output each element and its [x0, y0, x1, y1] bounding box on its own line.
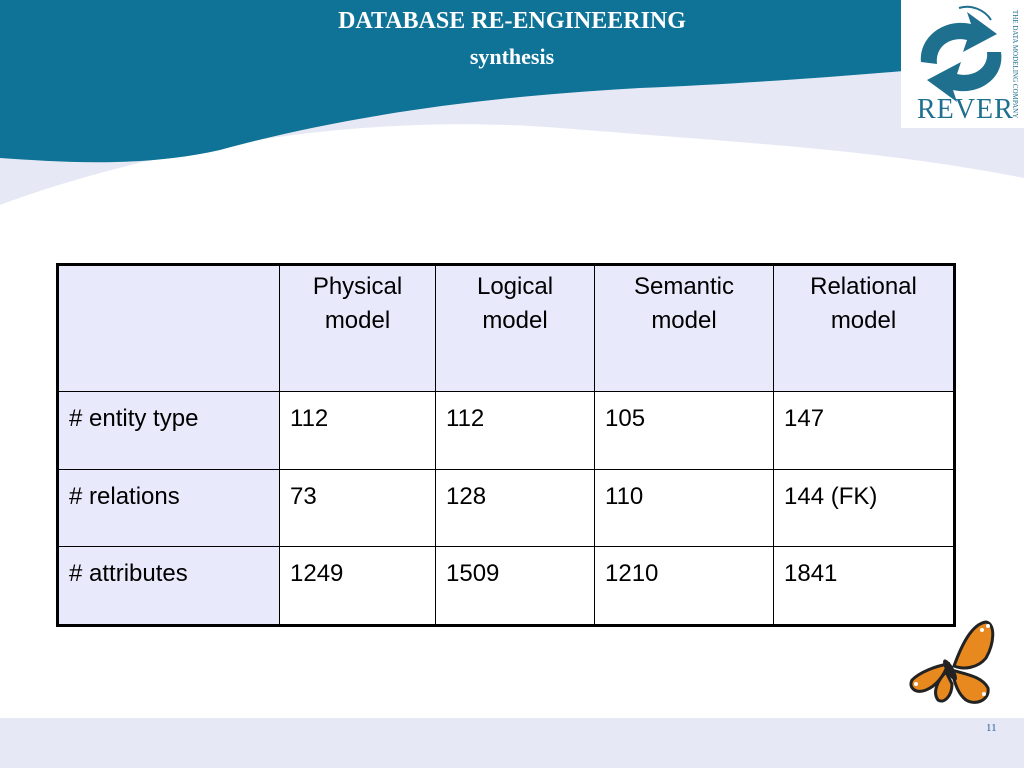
row-label: # attributes: [58, 546, 280, 625]
table-cell: 1841: [774, 546, 955, 625]
synthesis-table: [56, 263, 956, 627]
header-cell-physical: Physical model: [280, 265, 436, 392]
table-row: [58, 392, 955, 469]
header-cell-logical: Logical model: [436, 265, 595, 392]
row-label: # entity type: [58, 392, 280, 469]
page-number: 11: [986, 722, 997, 734]
table-cell: 110: [595, 469, 774, 546]
table-cell: 112: [436, 392, 595, 469]
table-cell: 144 (FK): [774, 469, 955, 546]
row-label: # relations: [58, 469, 280, 546]
logo-tagline: THE DATA MODELING COMPANY: [1011, 10, 1019, 119]
table-cell: 147: [774, 392, 955, 469]
table-cell: 73: [280, 469, 436, 546]
logo-wordmark: REVER: [917, 94, 1014, 125]
table-row: [58, 469, 955, 546]
company-logo: [901, 0, 1024, 128]
table-cell: 1509: [436, 546, 595, 625]
header-cell-empty: [58, 265, 280, 392]
table-header-row: [58, 265, 955, 392]
butterfly-icon: [902, 614, 998, 710]
table-cell: 105: [595, 392, 774, 469]
table-cell: 128: [436, 469, 595, 546]
table-cell: 1210: [595, 546, 774, 625]
slide-title: DATABASE RE-ENGINEERING: [338, 8, 686, 34]
table-row: [58, 546, 955, 625]
header-cell-relational: Relational model: [774, 265, 955, 392]
slide-subtitle: synthesis: [469, 44, 555, 69]
header-cell-semantic: Semantic model: [595, 265, 774, 392]
table-cell: 1249: [280, 546, 436, 625]
table-cell: 112: [280, 392, 436, 469]
